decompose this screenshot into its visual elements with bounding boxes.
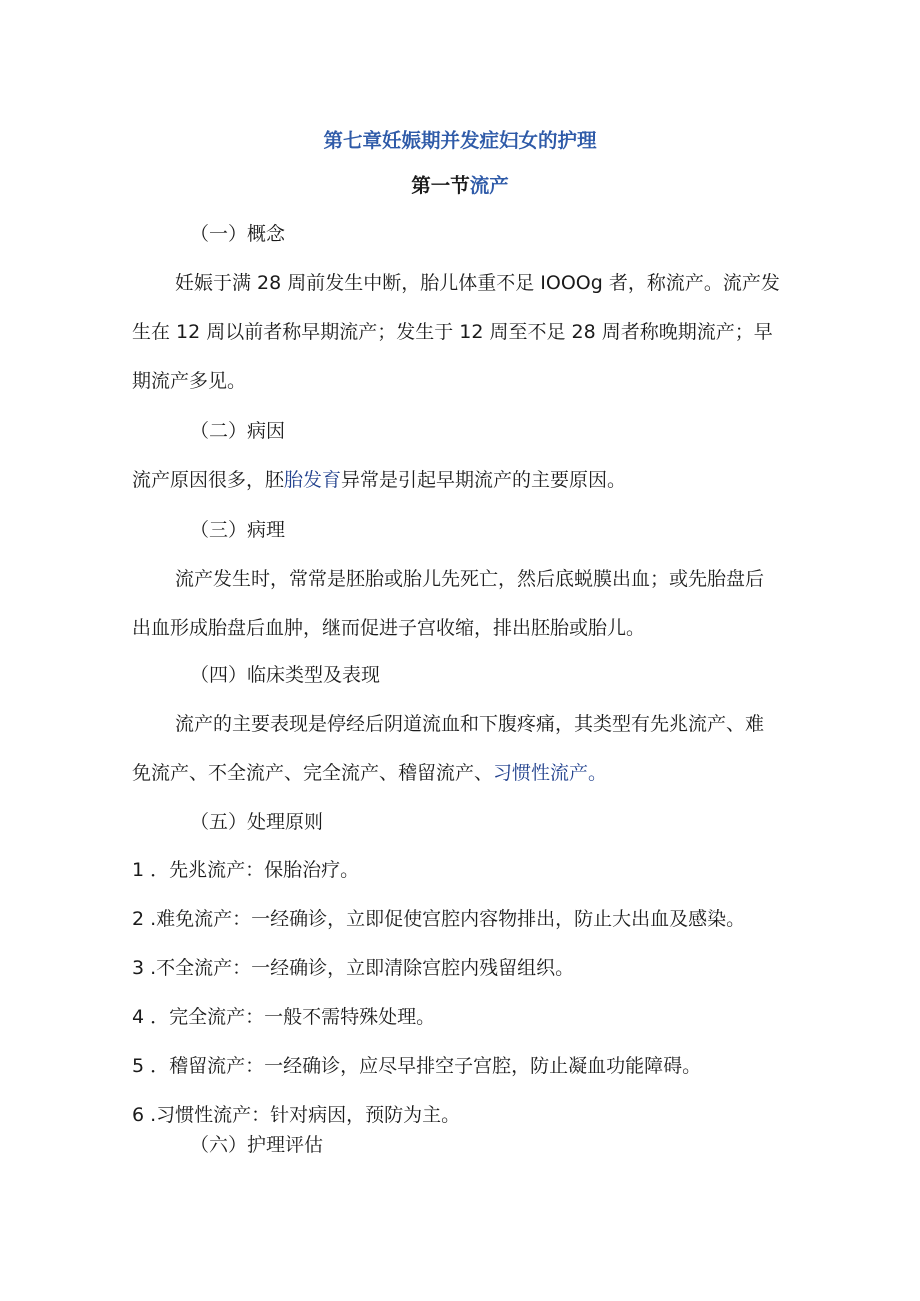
heading-clinical-types: （四）临床类型及表现	[190, 664, 381, 686]
habitual-abortion-link[interactable]: 习惯性流产。	[493, 762, 608, 784]
cause-text-b: 异常是引起早期流产的主要原因。	[341, 469, 627, 491]
section-title-prefix: 第一节	[411, 174, 470, 197]
list-item: 6 .习惯性流产：针对病因，预防为主。	[132, 1104, 461, 1126]
paragraph-line	[132, 764, 607, 783]
paragraph-line: 流产的主要表现是停经后阴道流血和下腹疼痛，其类型有先兆流产、难	[175, 713, 765, 735]
heading-nursing-assessment: （六）护理评估	[190, 1134, 324, 1156]
section-title	[0, 176, 920, 196]
chapter-title: 第七章妊娠期并发症妇女的护理	[323, 129, 597, 152]
list-item: 2 .难免流产：一经确诊，立即促使宫腔内容物排出，防止大出血及感染。	[132, 908, 746, 930]
paragraph-line: 生在 12 周以前者称早期流产；发生于 12 周至不足 28 周者称晚期流产；早	[132, 321, 773, 343]
list-item: 1 ．先兆流产：保胎治疗。	[132, 859, 360, 881]
list-item: 5 ．稽留流产：一经确诊，应尽早排空子宫腔，防止凝血功能障碍。	[132, 1055, 702, 1077]
list-item: 4 ．完全流产：一般不需特殊处理。	[132, 1006, 436, 1028]
paragraph-line: 期流产多见。	[132, 370, 247, 392]
section-title-highlight: 流产	[469, 174, 509, 197]
cause-text-a: 流产原因很多，胚	[132, 469, 285, 491]
heading-concept: （一）概念	[190, 223, 286, 245]
paragraph-line: 妊娠于满 28 周前发生中断，胎儿体重不足 IOOOg 者，称流产。流产发	[175, 272, 780, 294]
paragraph-line: 出血形成胎盘后血肿，继而促进子宫收缩，排出胚胎或胎儿。	[132, 617, 646, 639]
paragraph-line: 流产发生时，常常是胚胎或胎儿先死亡，然后底蜕膜出血；或先胎盘后	[175, 568, 765, 590]
embryo-development-link[interactable]: 胎发育	[284, 469, 342, 491]
paragraph-line	[132, 471, 626, 490]
heading-treatment: （五）处理原则	[190, 811, 324, 833]
heading-cause: （二）病因	[190, 420, 286, 442]
heading-pathology: （三）病理	[190, 519, 286, 541]
list-item: 3 .不全流产：一经确诊，立即清除宫腔内残留组织。	[132, 957, 575, 979]
types-text: 免流产、不全流产、完全流产、稽留流产、	[132, 762, 494, 784]
